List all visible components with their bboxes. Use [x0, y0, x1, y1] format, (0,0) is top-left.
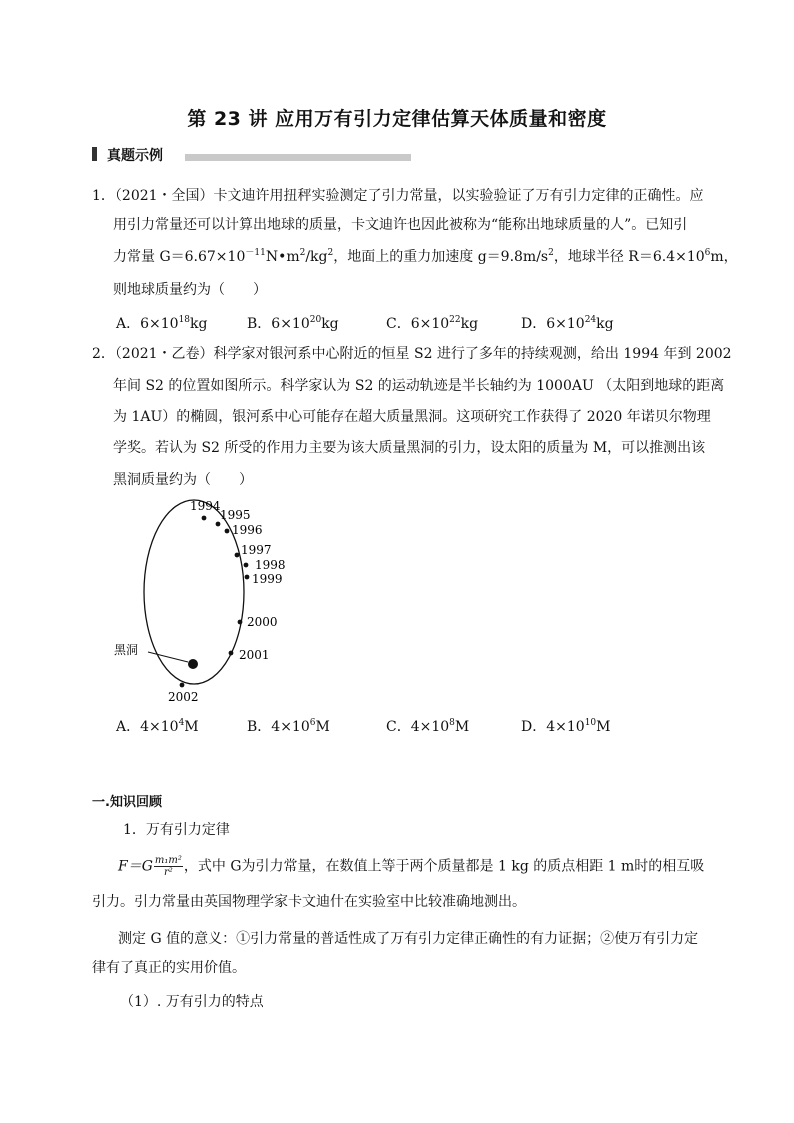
point-1996: [225, 529, 230, 534]
label-1996: 1996: [232, 523, 263, 537]
review-subheading-1: 1．万有引力定律: [123, 822, 230, 838]
q1-line-2: 用引力常量还可以计算出地球的质量，卡文迪许也因此被称为“能称出地球质量的人”。已知引: [113, 217, 688, 233]
label-1995: 1995: [220, 508, 251, 522]
q1-line-1: 1．（2021・全国）卡文迪许用扭秤实验测定了引力常量，以实验验证了万有引力定律的正确性。应: [92, 188, 704, 204]
point-1995: [216, 522, 221, 527]
q1-option-a[interactable]: A．$6\times 10^{18}kg$: [116, 315, 208, 332]
q2-line-2: 年间 S2 的位置如图所示。科学家认为 S2 的运动轨迹是半长轴约为 1000AU （太阳到地球的距离: [113, 378, 725, 394]
formula-fraction: $\frac{\text{m₁m²}}{\text{r²}}$: [154, 855, 182, 878]
g-meaning-line-1: 测定 G 值的意义：①引力常量的普适性成了万有引力定律正确性的有力证据；②使万有引力定: [118, 931, 699, 947]
review-subheading-2: （1）. 万有引力的特点: [120, 994, 264, 1010]
label-1997: 1997: [241, 543, 272, 557]
black-hole-leader: [148, 652, 188, 662]
label-1999: 1999: [252, 572, 283, 586]
label-2001: 2001: [239, 648, 270, 662]
page-title: 第 23 讲 应用万有引力定律估算天体质量和密度: [187, 108, 607, 130]
label-1998: 1998: [255, 558, 286, 572]
q1-option-d[interactable]: D．$6\times 10^{24}kg$: [521, 315, 614, 332]
point-2002: [180, 683, 185, 688]
q2-option-d[interactable]: D．$4\times 10^{10}M$: [521, 718, 611, 735]
q1-line-4: 则地球质量约为（ ）: [113, 282, 267, 298]
label-2002: 2002: [168, 690, 199, 704]
q1-option-c[interactable]: C．$6\times 10^{22}kg$: [386, 315, 479, 332]
label-1994: 1994: [190, 499, 221, 513]
point-2001: [229, 651, 234, 656]
section-divider: [185, 154, 411, 161]
review-heading: 一.知识回顾: [92, 795, 162, 810]
q2-option-b[interactable]: B．$4\times 10^6M$: [247, 718, 330, 735]
q2-line-5: 黑洞质量约为（ ）: [113, 472, 253, 488]
q2-line-1: 2．（2021・乙卷）科学家对银河系中心附近的恒星 S2 进行了多年的持续观测，给出 1994 年到 2002: [92, 346, 732, 362]
point-2000: [238, 620, 243, 625]
black-hole-dot: [188, 659, 198, 669]
orbit-figure: [100, 490, 320, 710]
label-2000: 2000: [247, 615, 278, 629]
gravitation-formula-line-2: 引力。引力常量由英国物理学家卡文迪什在实验室中比较准确地测出。: [92, 894, 526, 910]
q2-option-a[interactable]: A．$4\times 10^4M$: [116, 718, 199, 735]
point-1999: [245, 575, 250, 580]
q2-line-3: 为 1AU）的椭圆，银河系中心可能存在超大质量黑洞。这项研究工作获得了 2020 年诺贝尔物理: [113, 409, 711, 425]
point-1998: [244, 563, 249, 568]
q2-line-4: 学奖。若认为 S2 所受的作用力主要为该大质量黑洞的引力，设太阳的质量为 M，可以推测出该: [113, 440, 706, 456]
q2-option-c[interactable]: C．$4\times 10^8M$: [386, 718, 470, 735]
g-meaning-line-2: 律有了真正的实用价值。: [92, 960, 246, 976]
q1-option-b[interactable]: B．$6\times 10^{20}kg$: [247, 315, 339, 332]
label-black-hole: 黑洞: [114, 643, 139, 657]
point-1994: [202, 516, 207, 521]
orbit-ellipse: [144, 500, 244, 684]
section-heading: 真题示例: [107, 148, 163, 164]
formula-lhs: F＝G: [118, 858, 153, 875]
gravitation-formula-line: F＝G $\frac{\text{m₁m²}}{\text{r²}}$ ，式中 G为引力常量，在数值上等于两个质量都是 1 kg 的质点相距 1 m时的相互吸: [118, 855, 705, 878]
point-1997: [235, 553, 240, 558]
q1-line-3: 力常量 $G=6.67\times 10^{-11}N•m^2/kg^2$，地面上的重力加速度 $g=9.8m/s^2$，地球半径 $R=6.4\times 10^6m$，: [113, 248, 738, 265]
section-marker: [92, 147, 97, 161]
